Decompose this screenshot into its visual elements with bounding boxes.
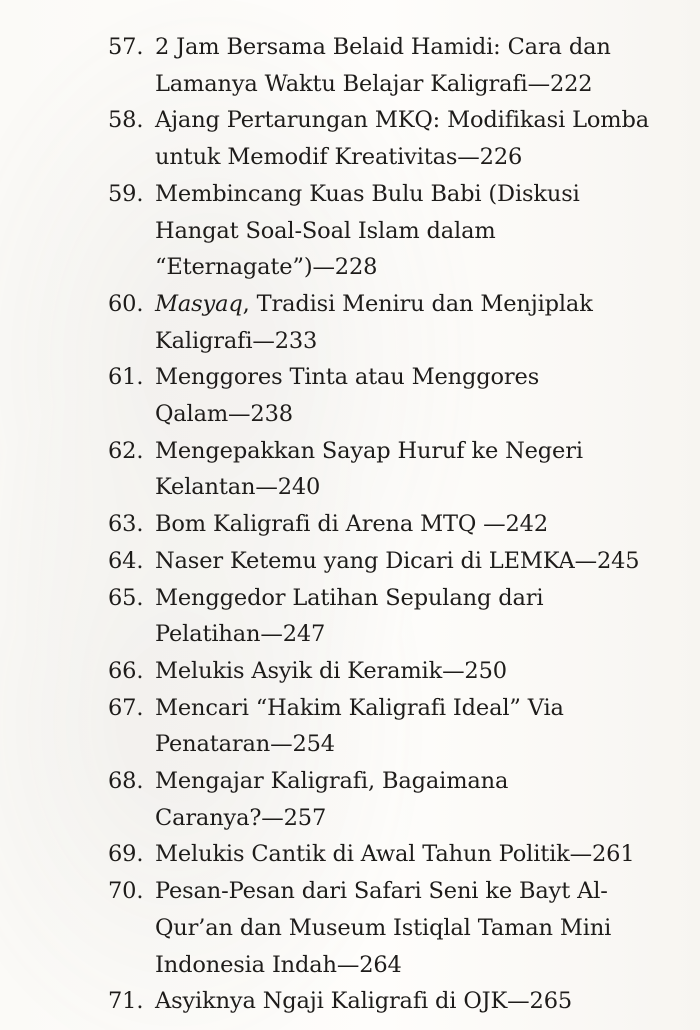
italic-term: Masyaq (155, 290, 243, 317)
entry-title-line: Hangat Soal-Soal Islam dalam (155, 217, 496, 244)
entry-number: 69. (108, 841, 144, 868)
entry-title-line: Qalam—238 (155, 401, 293, 428)
entry-title-line: Mencari “Hakim Kaligrafi Ideal” Via (155, 694, 564, 721)
entry-title-line: Menggores Tinta atau Menggores (155, 364, 540, 391)
entry-title-line: Kelantan—240 (155, 474, 321, 501)
toc-entry (0, 763, 700, 836)
table-of-contents (0, 29, 700, 1020)
entry-number: 60. (108, 290, 144, 317)
entry-number: 67. (108, 694, 144, 721)
entry-number: 63. (108, 511, 144, 538)
entry-title-line: Penataran—254 (155, 731, 335, 758)
entry-title-line (155, 286, 680, 323)
entry-title-line: Caranya?—257 (155, 804, 327, 831)
entry-title-text: , Tradisi Meniru dan Menjiplak (242, 290, 593, 317)
entry-title-line: Qur’an dan Museum Istiqlal Taman Mini (155, 914, 612, 941)
toc-entry (0, 580, 700, 653)
entry-title-line: Naser Ketemu yang Dicari di LEMKA—245 (155, 547, 640, 574)
toc-entry (0, 653, 700, 690)
toc-entry (0, 433, 700, 506)
entry-title-line: Melukis Cantik di Awal Tahun Politik—261 (155, 841, 635, 868)
entry-number: 71. (108, 988, 144, 1015)
entry-title-line: Pesan-Pesan dari Safari Seni ke Bayt Al- (155, 878, 608, 905)
toc-entry (0, 983, 700, 1020)
entry-number: 64. (108, 547, 144, 574)
entry-number: 68. (108, 768, 144, 795)
toc-entry (0, 286, 700, 359)
toc-entry (0, 176, 700, 286)
toc-entry (0, 836, 700, 873)
entry-title-line: Mengepakkan Sayap Huruf ke Negeri (155, 437, 583, 464)
toc-entry (0, 102, 700, 175)
entry-title-line: Ajang Pertarungan MKQ: Modifikasi Lomba (155, 107, 650, 134)
entry-title-line: Kaligrafi—233 (155, 327, 318, 354)
entry-title-line: Asyiknya Ngaji Kaligrafi di OJK—265 (155, 988, 573, 1015)
entry-title-line: untuk Memodif Kreativitas—226 (155, 144, 523, 171)
toc-entry (0, 873, 700, 983)
entry-title-line: 2 Jam Bersama Belaid Hamidi: Cara dan (155, 34, 611, 60)
entry-number: 66. (108, 657, 144, 684)
toc-entry (0, 506, 700, 543)
entry-title-line: Indonesia Indah—264 (155, 951, 402, 978)
entry-number: 62. (108, 437, 144, 464)
entry-title-line: Menggedor Latihan Sepulang dari (155, 584, 544, 611)
entry-title-line: Pelatihan—247 (155, 621, 326, 648)
toc-entry (0, 29, 700, 102)
toc-entry (0, 690, 700, 763)
entry-number: 58. (108, 107, 144, 134)
entry-number: 61. (108, 364, 144, 391)
toc-entry (0, 359, 700, 432)
entry-title-line: “Eternagate”)—228 (155, 254, 378, 281)
toc-entry (0, 543, 700, 580)
entry-title-line: Mengajar Kaligrafi, Bagaimana (155, 768, 509, 795)
entry-title-line: Melukis Asyik di Keramik—250 (155, 657, 507, 684)
entry-number: 57. (108, 34, 144, 60)
entry-title-line: Lamanya Waktu Belajar Kaligrafi—222 (155, 70, 593, 97)
entry-number: 70. (108, 878, 144, 905)
entry-title-line: Bom Kaligrafi di Arena MTQ —242 (155, 511, 549, 538)
entry-number: 59. (108, 180, 144, 207)
entry-number: 65. (108, 584, 144, 611)
entry-title-line: Membincang Kuas Bulu Babi (Diskusi (155, 180, 580, 207)
